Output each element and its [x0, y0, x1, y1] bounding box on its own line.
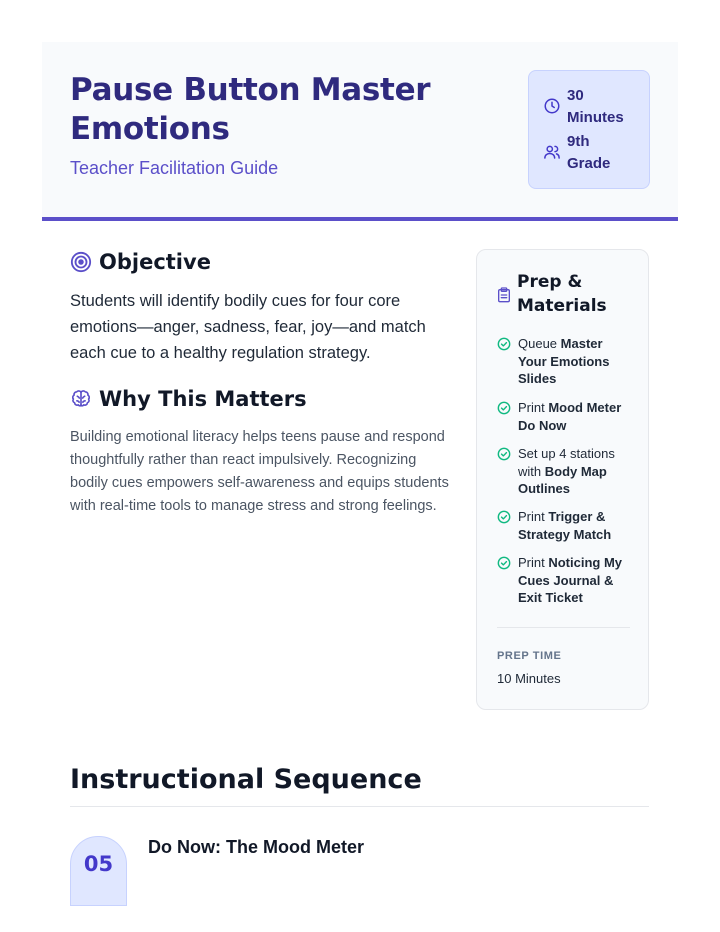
- prep-item: [497, 445, 632, 498]
- prep-item-text: Print Mood Meter Do Now: [518, 400, 622, 433]
- prep-materials-card: [476, 249, 649, 710]
- check-circle-icon: [497, 447, 511, 461]
- objective-heading: [70, 250, 211, 274]
- objective-heading-text: Objective: [99, 250, 211, 274]
- brain-icon: [70, 388, 92, 410]
- page-title: Pause Button Master Emotions: [70, 72, 431, 147]
- users-icon: [543, 143, 561, 161]
- prep-time-value: 10 Minutes: [497, 671, 561, 686]
- why-heading-text: Why This Matters: [99, 387, 307, 411]
- prep-item: [497, 335, 632, 388]
- prep-item: [497, 554, 632, 607]
- prep-item: [497, 508, 632, 543]
- sequence-heading: Instructional Sequence: [70, 764, 422, 795]
- clipboard-icon: [497, 287, 511, 303]
- prep-heading: [497, 270, 627, 318]
- why-heading: [70, 387, 307, 411]
- prep-item-text: Set up 4 stations with Body Map Outlines: [518, 446, 615, 496]
- prep-item-text: Print Trigger & Strategy Match: [518, 509, 612, 542]
- header: [42, 42, 678, 221]
- page-subtitle: Teacher Facilitation Guide: [70, 158, 279, 178]
- prep-item: [497, 399, 632, 434]
- lesson-meta-box: [528, 70, 650, 189]
- check-circle-icon: [497, 556, 511, 570]
- grade-row: [543, 131, 629, 175]
- step-title: Do Now: The Mood Meter: [148, 837, 364, 857]
- prep-item-text: Queue Master Your Emotions Slides: [518, 336, 610, 386]
- prep-time-label: PREP TIME: [497, 650, 562, 662]
- check-circle-icon: [497, 510, 511, 524]
- step-number-badge: 05: [70, 836, 127, 906]
- duration-row: [543, 85, 629, 129]
- prep-heading-text: Prep & Materials: [517, 272, 607, 316]
- duration-text: 30 Minutes: [567, 87, 624, 126]
- target-icon: [70, 251, 92, 273]
- check-circle-icon: [497, 337, 511, 351]
- divider: [70, 806, 649, 807]
- grade-text: 9th Grade: [567, 133, 611, 172]
- divider: [497, 627, 630, 628]
- check-circle-icon: [497, 401, 511, 415]
- prep-item-text: Print Noticing My Cues Journal & Exit Ticket: [518, 555, 623, 605]
- why-text: Building emotional literacy helps teens pause and respond thoughtfully rather than react impulsively. Recognizing bodily cues empowers self-awareness and equips students with real-time tools to manage stress and strong feelings.: [70, 429, 449, 514]
- clock-icon: [543, 97, 561, 115]
- objective-text: Students will identify bodily cues for four core emotions—anger, sadness, fear, joy—and match each cue to a healthy regulation strategy.: [70, 292, 426, 362]
